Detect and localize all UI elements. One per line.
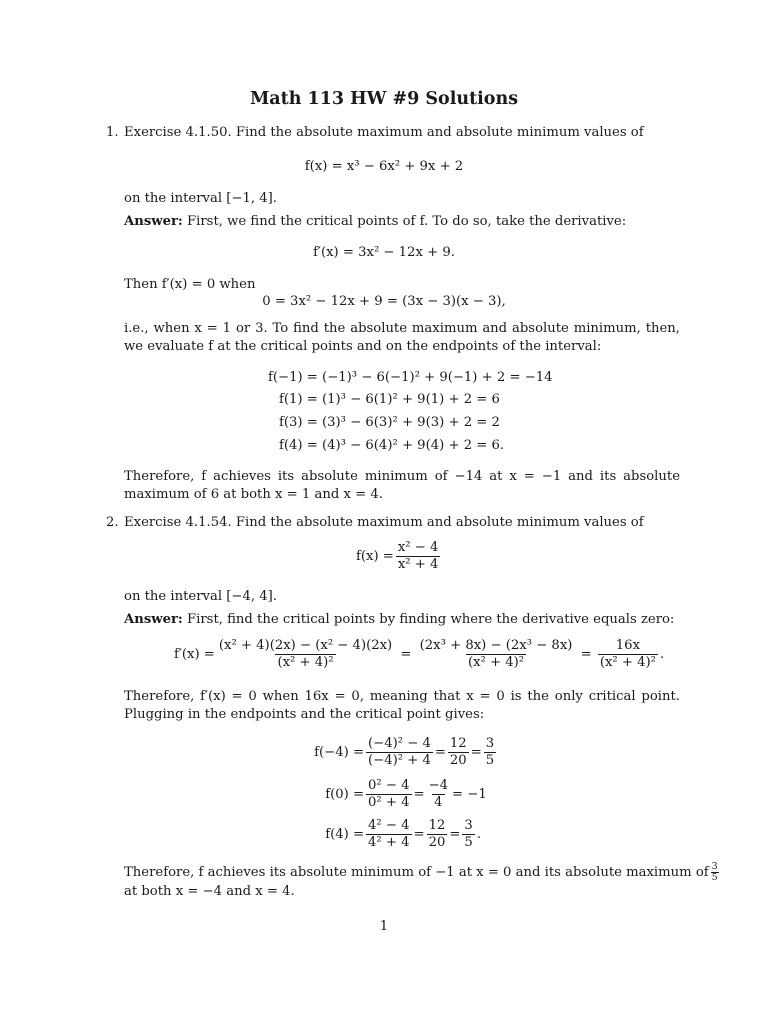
fraction-denominator: 4² + 4 [368, 835, 410, 850]
problem-1-then-text: Then f′(x) = 0 when [124, 277, 256, 292]
fraction-numerator: −4 [428, 778, 449, 793]
problem-2-function [356, 540, 442, 573]
conclusion-text: Therefore, f achieves its absolute minimum of −1 at x = 0 and its absolute maximum of [124, 864, 709, 880]
answer-text: First, we find the critical points of f. To do so, take the derivative: [187, 214, 627, 229]
fraction-denominator: 5 [464, 835, 473, 850]
fraction-denominator: 20 [449, 753, 467, 768]
problem-2-evaluation-row: f(4) = $\frac{\text{4² − 4}}{\text{4² + 4}}$ = $\frac{12}{20}$ = $\frac{3}{5}$ . [314, 818, 481, 851]
conclusion-fraction [711, 862, 719, 883]
problem-1-function: f(x) = x³ − 6x² + 9x + 2 [304, 159, 464, 174]
problem-1-conclusion: Therefore, f achieves its absolute minimum of −14 at x = −1 and its absolute maximum of 6 at both x = 1 and x = 4. [124, 469, 680, 502]
fraction-numerator: x² − 4 [397, 540, 439, 555]
problem-2-answer-intro [124, 611, 680, 629]
fraction-denominator: x² + 4 [397, 557, 439, 572]
problem-2-derivative: f′(x) = $\frac{\text{(x² + 4)(2x) − (x² − 4)(2x)}}{\text{(x² + 4)²}}$ = $\frac{\text{(2x³ + 8x) − (2x³ − 8x)}}{\text{(x² + 4)²}}$ = $\frac{16x}{\text{(x² + 4)²}}$ . [174, 638, 665, 670]
evaluation-fraction [484, 736, 496, 769]
fraction-numerator: (−4)² − 4 [368, 736, 431, 751]
fraction-numerator: 12 [449, 736, 467, 751]
problem-1-critical-text: i.e., when x = 1 or 3. To find the absolute maximum and absolute minimum, then, we evaluate f at the critical points and on the endpoints of the interval: [124, 321, 680, 354]
evaluation-fraction [427, 818, 448, 851]
fraction-denominator: 20 [428, 835, 446, 850]
conclusion-text-continued: at both x = −4 and x = 4. [124, 884, 295, 899]
fraction-numerator: 16x [615, 638, 641, 653]
evaluation-lhs: f(−4) = [314, 744, 364, 760]
fraction-denominator: 5 [711, 872, 718, 883]
problem-1-answer-intro [124, 213, 680, 231]
problem-number-2: 2. [106, 515, 119, 530]
answer-label: Answer: [124, 214, 183, 229]
evaluation-row: f(−1) = (−1)³ − 6(−1)² + 9(−1) + 2 = −14 [268, 370, 553, 385]
fraction-denominator: (−4)² + 4 [368, 753, 431, 768]
problem-2-interval: on the interval [−4, 4]. [124, 589, 277, 604]
problem-2-evaluation-row: f(0) = $\frac{\text{0² − 4}}{\text{0² + 4}}$ = $\frac{-4}{4}$ = −1 [314, 778, 487, 811]
problem-number-1: 1. [106, 125, 119, 140]
fraction-denominator: (x² + 4)² [599, 655, 656, 670]
fraction-denominator: 0² + 4 [368, 795, 410, 810]
evaluation-tail: = −1 [452, 786, 487, 802]
evaluation-lhs: f(4) = [325, 826, 364, 842]
fraction-numerator: 3 [711, 861, 718, 872]
function-lhs: f(x) = [356, 548, 394, 564]
function-fraction [396, 540, 441, 573]
fraction-numerator: 0² − 4 [368, 778, 410, 793]
problem-2-conclusion [124, 861, 718, 901]
derivative-fraction [217, 638, 394, 671]
fraction-denominator: (x² + 4)² [277, 655, 334, 670]
evaluation-row: f(4) = (4)³ − 6(4)² + 9(4) + 2 = 6. [279, 438, 505, 453]
evaluation-tail: . [476, 826, 482, 842]
evaluation-fraction [366, 778, 412, 811]
fraction-denominator: 4 [434, 795, 443, 810]
evaluation-fraction [462, 818, 474, 851]
evaluation-row: f(3) = (3)³ − 6(3)² + 9(3) + 2 = 2 [279, 415, 500, 430]
document-title: Math 113 HW #9 Solutions [249, 89, 519, 109]
problem-1-statement: Exercise 4.1.50. Find the absolute maximum and absolute minimum values of [124, 125, 644, 140]
derivative-fraction [418, 638, 575, 671]
evaluation-fraction [366, 818, 412, 851]
answer-text: First, find the critical points by finding where the derivative equals zero: [187, 612, 675, 627]
evaluation-fraction [427, 778, 450, 811]
fraction-numerator: 3 [485, 736, 495, 751]
problem-1-factored: 0 = 3x² − 12x + 9 = (3x − 3)(x − 3), [262, 294, 506, 309]
problem-2-critical-text: Therefore, f′(x) = 0 when 16x = 0, meaning that x = 0 is the only critical point. Plugging in the endpoints and the critical point gives: [124, 689, 680, 722]
page-number: 1 [379, 919, 389, 934]
fraction-denominator: (x² + 4)² [467, 655, 525, 670]
problem-1-derivative: f′(x) = 3x² − 12x + 9. [313, 245, 455, 260]
problem-2-statement: Exercise 4.1.54. Find the absolute maximum and absolute minimum values of [124, 515, 644, 530]
answer-label: Answer: [124, 612, 183, 627]
fraction-numerator: (2x³ + 8x) − (2x³ − 8x) [419, 638, 573, 653]
evaluation-fraction [366, 736, 433, 769]
evaluation-lhs: f(0) = [325, 786, 364, 802]
derivative-fraction [598, 638, 658, 671]
fraction-denominator: 5 [485, 753, 495, 768]
problem-2-evaluation-row: f(−4) = $\frac{\text{(−4)² − 4}}{\text{(−4)² + 4}}$ = $\frac{12}{20}$ = $\frac{3}{5}$ [314, 736, 495, 768]
fraction-numerator: 12 [428, 818, 446, 833]
fraction-numerator: (x² + 4)(2x) − (x² − 4)(2x) [218, 638, 393, 653]
evaluation-fraction [448, 736, 469, 769]
evaluation-row: f(1) = (1)³ − 6(1)² + 9(1) + 2 = 6 [279, 392, 500, 407]
derivative-lhs: f′(x) = [174, 646, 215, 662]
fraction-numerator: 3 [464, 818, 473, 833]
fraction-numerator: 4² − 4 [368, 818, 410, 833]
problem-1-interval: on the interval [−1, 4]. [124, 191, 277, 206]
